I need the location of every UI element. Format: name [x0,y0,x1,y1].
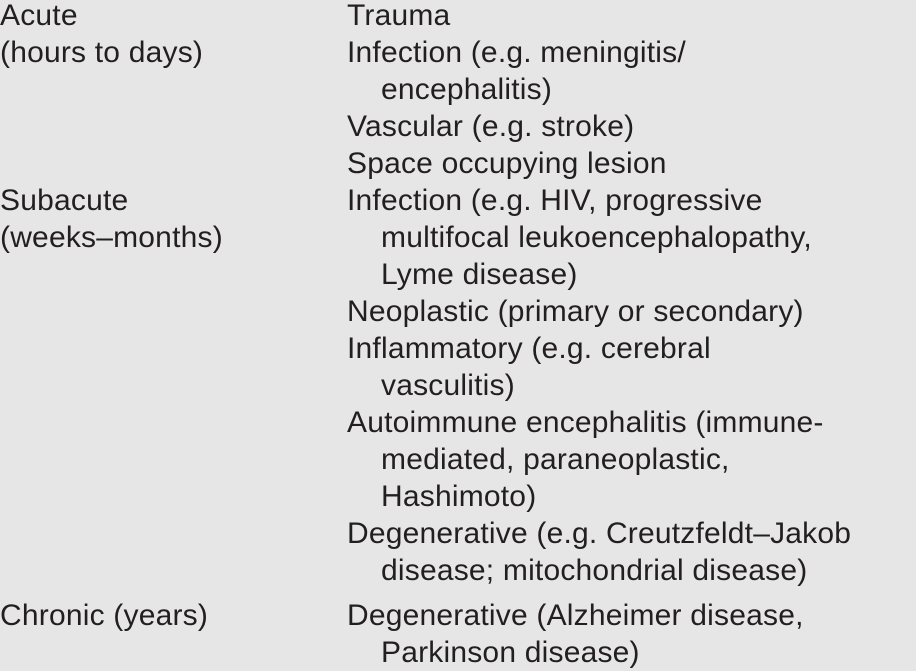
cause-item [347,515,916,589]
cause-item [347,293,916,330]
cause-line: Space occupying lesion [347,147,667,180]
causes-cell [347,182,916,589]
cause-line: Lyme disease) [381,258,578,291]
timing-line: (hours to days) [0,36,204,69]
cause-line: Hashimoto) [381,480,537,513]
cause-item [347,0,916,34]
cause-line: Autoimmune encephalitis (immune- [347,406,824,439]
cause-line: mediated, paraneoplastic, [381,443,730,476]
cause-line: Infection (e.g. HIV, progressive [347,184,763,217]
timing-cell [0,182,330,256]
timing-line: Acute [0,0,78,32]
causes-cell [347,0,916,182]
cause-item [347,404,916,515]
cause-line: encephalitis) [381,73,553,106]
timing-line: (weeks–months) [0,221,223,254]
cause-line: multifocal leukoencephalopathy, [381,221,812,254]
timing-line: Subacute [0,184,129,217]
cause-item [347,145,916,182]
cause-item [347,597,916,671]
timing-cell [0,597,330,634]
cause-item [347,182,916,293]
cause-line: Neoplastic (primary or secondary) [347,295,804,328]
cause-line: disease; mitochondrial disease) [381,554,808,587]
cause-item [347,34,916,108]
cause-line: vasculitis) [381,369,515,402]
cause-line: Infection (e.g. meningitis/ [347,36,686,69]
cause-line: Vascular (e.g. stroke) [347,110,635,143]
cause-line: Trauma [347,0,451,32]
cause-item [347,108,916,145]
timing-line: Chronic (years) [0,599,209,632]
cause-item [347,330,916,404]
timing-cell [0,0,330,71]
causes-cell [347,597,916,671]
cause-line: Degenerative (e.g. Creutzfeldt–Jakob [347,517,852,550]
cause-line: Degenerative (Alzheimer disease, [347,599,804,632]
cause-line: Inflammatory (e.g. cerebral [347,332,711,365]
cause-line: Parkinson disease) [381,636,640,669]
